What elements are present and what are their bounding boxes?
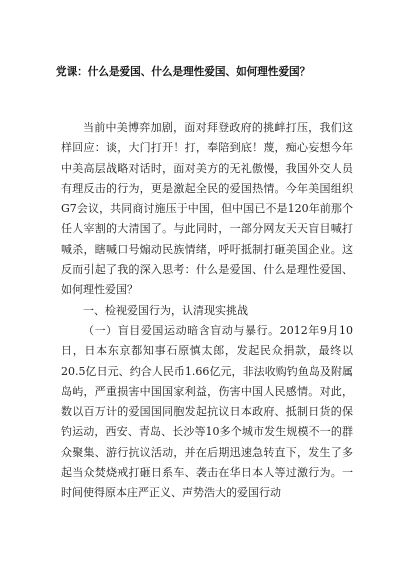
subsection-paragraph: （一）盲目爱国运动暗含盲动与暴行。2012年9月10日，日本东京都知事石原慎太郎，发起民众捐款，最终以20.5亿日元、约合人民币1.66亿元，非法收购钓鱼岛及附属岛屿，严重损害中国国家利益，伤害中国人民感情。对此，数以百万计的爱国国同胞发起抗议日本政府、抵制日货的保钓运动，西安、青岛、长沙等10多个城市发生规模不一的群众聚集、游行抗议活动，并在后期迅速急转直下，发生了多起当众焚烧戒打砸日系车、袭击在华日本人等过激行为。一时间使得原本庄严正义、声势浩大的爱国行动 xyxy=(61,323,353,500)
document-body xyxy=(61,118,353,504)
section-heading: 一、检视爱国行为，认清现实挑战 xyxy=(83,303,248,317)
document-title: 党课：什么是爱国、什么是理性爱国、如何理性爱国？ xyxy=(56,66,311,78)
intro-paragraph: 当前中美博弈加剧，面对拜登政府的挑衅打压，我们这样回应：谈，大门打开！打，奉陪到底！蔑，痴心妄想今年中美高层战略对话时，面对美方的无礼傲慢，我国外交人员有理反击的行为，更是激起全民的爱国热情。今年美国组织G7会议，共同商讨施压于中国，但中国已不是120年前那个任人宰割的大清国了。与此同时，一部分网友天天盲目喊打喊杀，瞎喊口号煽动民族情绪，呼吁抵制打砸美国企业。这反而引起了我的深入思考：什么是爱国、什么是理性爱国、如何理性爱国？ xyxy=(61,121,353,297)
